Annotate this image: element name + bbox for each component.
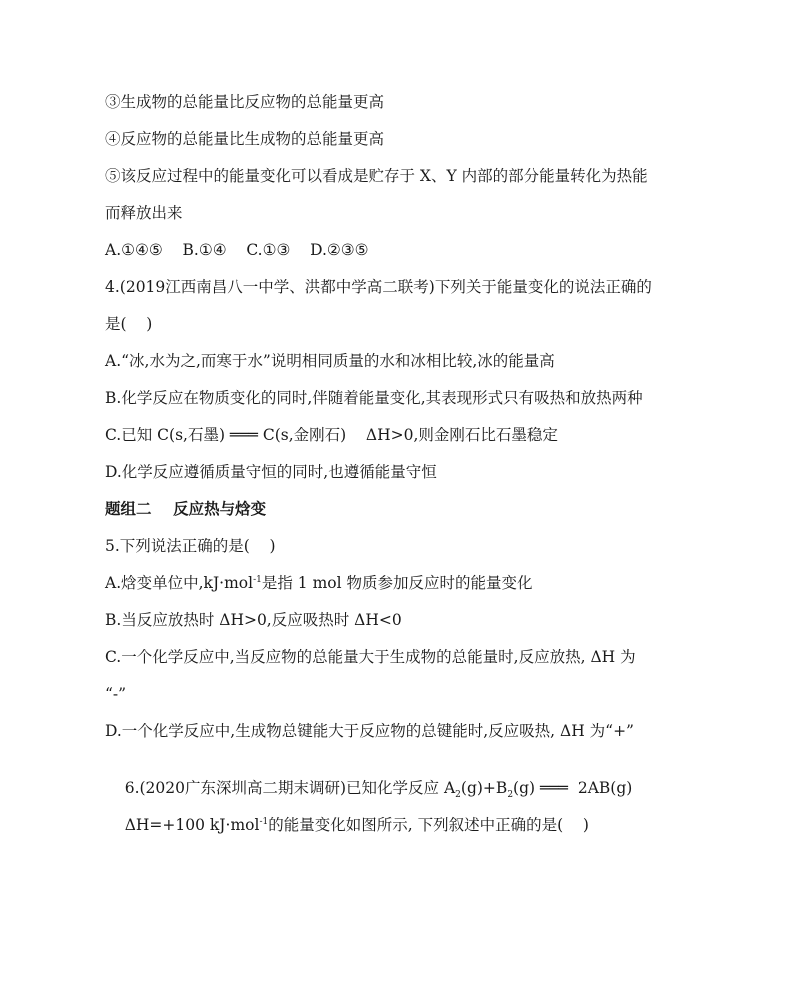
question-4-stem: 4.(2019江西南昌八一中学、洪都中学高二联考)下列关于能量变化的说法正确的 bbox=[105, 278, 652, 296]
q6-stem-tail: 的能量变化如图所示, 下列叙述中正确的是( ) bbox=[268, 816, 589, 834]
q5-choice-a-superscript: -1 bbox=[253, 574, 262, 585]
q4-choice-d: D.化学反应遵循质量守恒的同时,也遵循能量守恒 bbox=[105, 463, 437, 481]
q5-choice-d: D.一个化学反应中,生成物总键能大于反应物的总键能时,反应吸热, ΔH 为“+” bbox=[105, 722, 634, 740]
option-3: ③生成物的总能量比反应物的总能量更高 bbox=[105, 93, 385, 111]
q4-choice-a: A.“冰,水为之,而寒于水”说明相同质量的水和冰相比较,冰的能量高 bbox=[105, 352, 555, 370]
q5-choice-a-part2: 是指 1 mol 物质参加反应时的能量变化 bbox=[261, 574, 533, 592]
q6-superscript: -1 bbox=[259, 816, 269, 827]
option-4: ④反应物的总能量比生成物的总能量更高 bbox=[105, 130, 385, 148]
section-heading: 题组二 反应热与焓变 bbox=[105, 499, 267, 518]
q5-choice-a bbox=[105, 573, 533, 593]
q5-choice-a-part1: A.焓变单位中,kJ·mol bbox=[105, 574, 254, 592]
question-5-stem: 5.下列说法正确的是( ) bbox=[105, 537, 276, 555]
q3-answer-choices: A.①④⑤ B.①④ C.①③ D.②③⑤ bbox=[105, 241, 369, 259]
q6-stem-part3: (g) ═══ 2AB(g) bbox=[513, 779, 633, 797]
question-4-stem-continued: 是( ) bbox=[105, 315, 153, 333]
q4-choice-c: C.已知 C(s,石墨) ═══ C(s,金刚石) ΔH>0,则金刚石比石墨稳定 bbox=[105, 426, 558, 444]
option-5: ⑤该反应过程中的能量变化可以看成是贮存于 X、Y 内部的部分能量转化为热能 bbox=[105, 167, 648, 185]
q6-delta-h: ΔH=+100 kJ·mol bbox=[124, 816, 260, 834]
q6-stem-part1: 6.(2020广东深圳高二期末调研)已知化学反应 A bbox=[124, 779, 456, 797]
q4-choice-b: B.化学反应在物质变化的同时,伴随着能量变化,其表现形式只有吸热和放热两种 bbox=[105, 389, 643, 407]
q6-subscript-b: 2 bbox=[507, 790, 514, 801]
q5-choice-c-continued: “-” bbox=[105, 685, 127, 703]
option-5-continued: 而释放出来 bbox=[105, 204, 183, 222]
q5-choice-c: C.一个化学反应中,当反应物的总能量大于生成物的总能量时,反应放热, ΔH 为 bbox=[105, 648, 636, 666]
q6-subscript-a: 2 bbox=[455, 790, 461, 801]
q6-stem-part2: (g)+B bbox=[460, 779, 508, 797]
question-6-stem-continued bbox=[105, 795, 589, 855]
q5-choice-b: B.当反应放热时 ΔH>0,反应吸热时 ΔH<0 bbox=[105, 611, 402, 629]
